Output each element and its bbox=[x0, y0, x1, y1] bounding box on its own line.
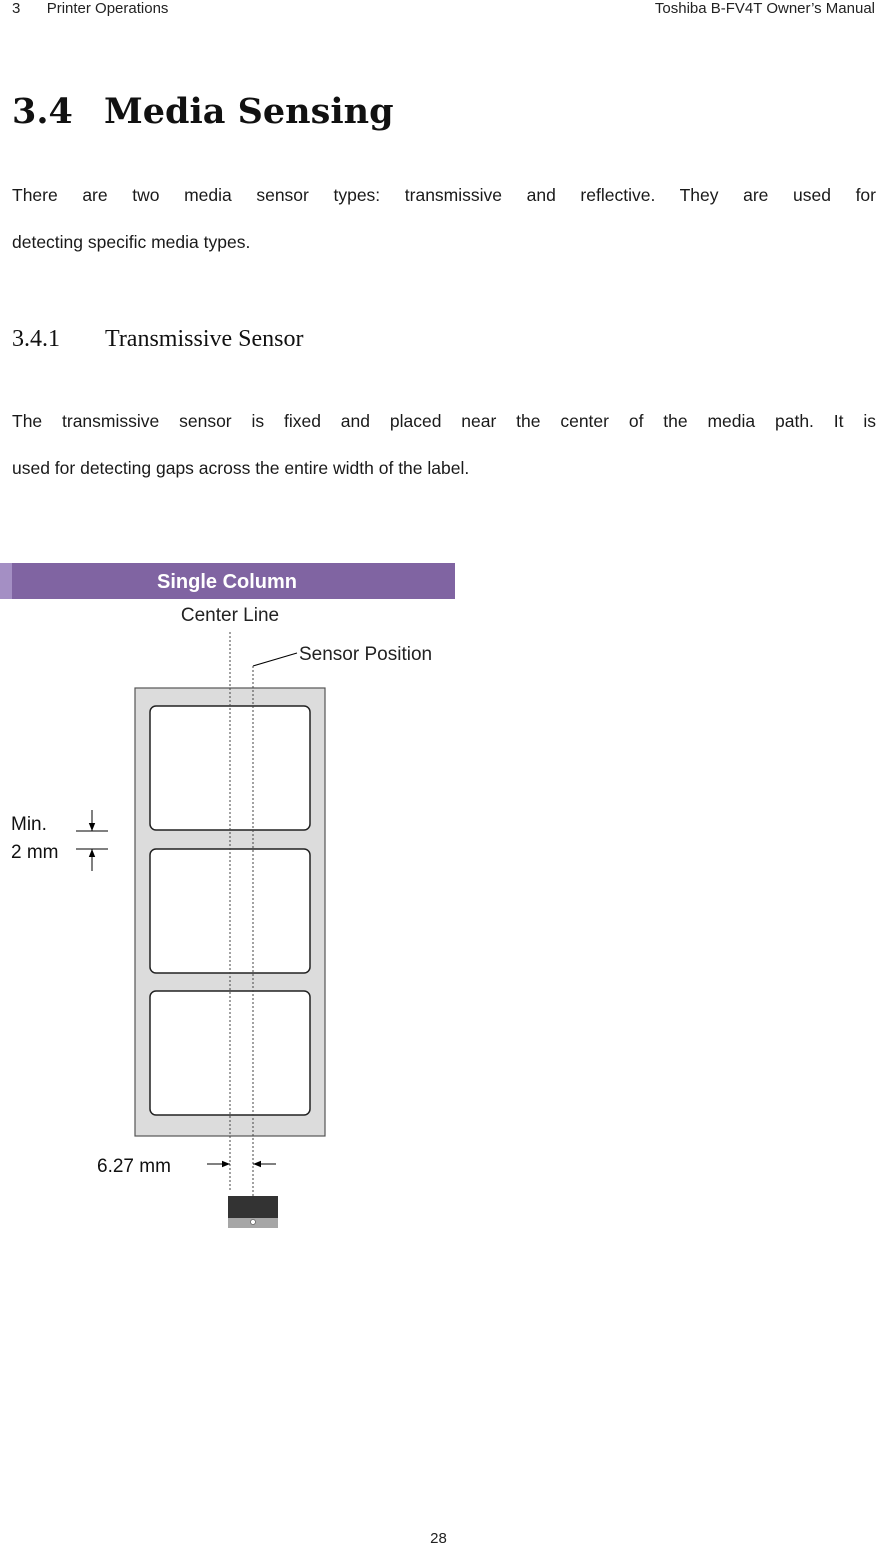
intro-line-1: There are two media sensor types: transmissive and reflective. They are used for bbox=[12, 185, 876, 205]
intro-paragraph bbox=[12, 172, 876, 266]
sensor-point-icon bbox=[251, 1220, 256, 1225]
banner-accent bbox=[0, 563, 12, 599]
gap-label-line-1: Min. bbox=[11, 814, 47, 835]
body-paragraph bbox=[12, 398, 876, 492]
intro-line-2: detecting specific media types. bbox=[12, 232, 251, 252]
section-title: Media Sensing bbox=[104, 91, 394, 132]
body-line-2: used for detecting gaps across the entire width of the label. bbox=[12, 458, 470, 478]
sensor-block-top bbox=[228, 1196, 278, 1218]
sensor-position-figure bbox=[0, 560, 460, 1250]
body-line-1: The transmissive sensor is fixed and placed near the center of the media path. It is bbox=[12, 411, 876, 431]
banner-title: Single Column bbox=[157, 571, 297, 593]
offset-label: 6.27 mm bbox=[97, 1156, 171, 1177]
center-line-label: Center Line bbox=[180, 605, 280, 626]
sensor-position-label: Sensor Position bbox=[299, 644, 433, 665]
sensor-diagram bbox=[0, 560, 460, 1250]
running-header-chapter bbox=[12, 0, 168, 18]
running-header-manual-title: Toshiba B-FV4T Owner’s Manual bbox=[654, 0, 875, 17]
sensor-leader-line bbox=[253, 653, 297, 666]
subsection-title: Transmissive Sensor bbox=[105, 326, 304, 352]
subsection-number: 3.4.1 bbox=[12, 326, 60, 352]
section-number: 3.4 bbox=[12, 91, 73, 132]
chapter-number: 3 bbox=[12, 0, 21, 17]
label-2 bbox=[150, 849, 310, 973]
subsection-heading bbox=[12, 323, 303, 355]
section-heading bbox=[12, 90, 394, 134]
chapter-title: Printer Operations bbox=[46, 0, 169, 17]
page-number: 28 bbox=[430, 1530, 447, 1547]
gap-label-line-2: 2 mm bbox=[11, 842, 59, 863]
